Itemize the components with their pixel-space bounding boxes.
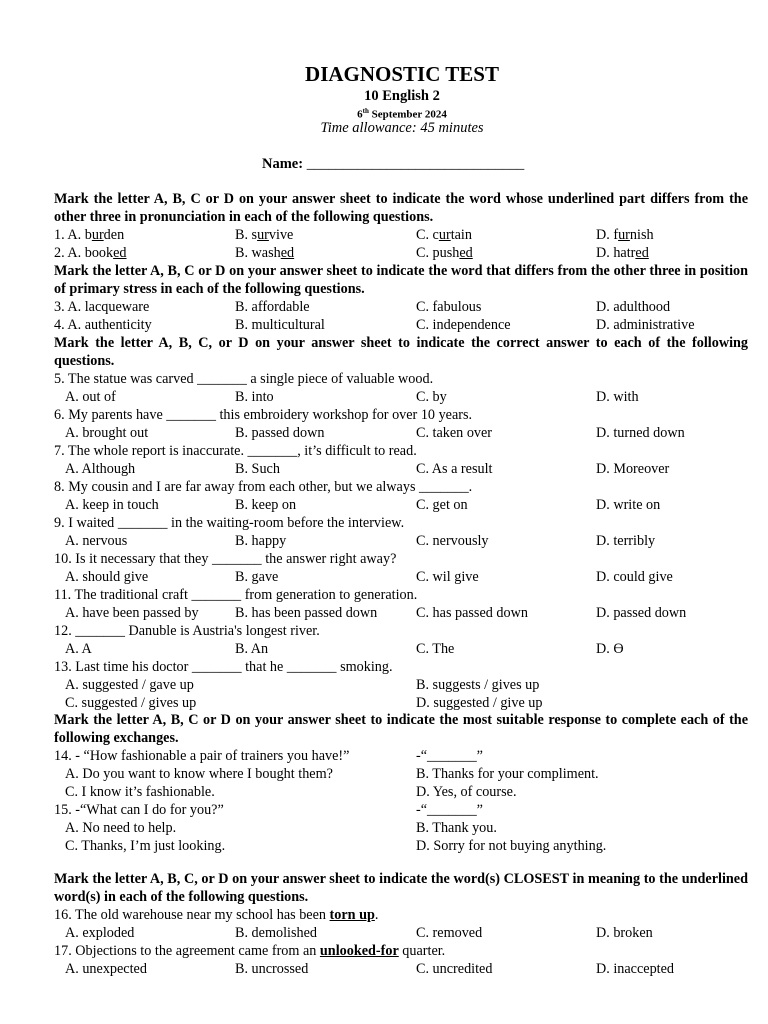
section-instruction: Mark the letter A, B, C, or D on your answer sheet to indicate the correct answer to each of the following questions. xyxy=(54,335,748,369)
question-11-options: A. have been passed by B. has been passed down C. has passed down D. passed down xyxy=(65,605,687,621)
question-10-options: A. should give B. gave C. wil give D. could give xyxy=(65,569,673,585)
section-closest-meaning xyxy=(54,870,748,978)
question-7-options: A. Although B. Such C. As a result D. Moreover xyxy=(65,461,670,477)
section-stress xyxy=(54,262,748,334)
question-14-options-ab: A. Do you want to know where I bought them? B. Thanks for your compliment. xyxy=(65,766,599,782)
question-16-stem: 16. The old warehouse near my school has been torn up. xyxy=(54,907,379,923)
question-10-stem: 10. Is it necessary that they _______ the answer right away? xyxy=(54,551,397,567)
question-11-stem: 11. The traditional craft _______ from generation to generation. xyxy=(54,587,418,603)
section-exchanges xyxy=(54,711,748,855)
question-9-stem: 9. I waited _______ in the waiting-room before the interview. xyxy=(54,515,405,531)
question-15-options-cd: C. Thanks, I’m just looking. D. Sorry for not buying anything. xyxy=(65,838,607,854)
question-7-stem: 7. The whole report is inaccurate. _______, it’s difficult to read. xyxy=(54,443,417,459)
question-13-stem: 13. Last time his doctor _______ that he _______ smoking. xyxy=(54,659,393,675)
section-pronunciation xyxy=(54,190,748,262)
question-3: 3. A. lacqueware B. affordable C. fabulous D. adulthood xyxy=(54,299,671,315)
question-15-stem: 15. -“What can I do for you?” -“_______” xyxy=(54,802,483,818)
question-9-options: A. nervous B. happy C. nervously D. terribly xyxy=(65,533,656,549)
question-14-options-cd: C. I know it’s fashionable. D. Yes, of course. xyxy=(65,784,517,800)
question-2: 2. A. booked B. washed C. pushed D. hatred xyxy=(54,245,649,261)
question-15-options-ab: A. No need to help. B. Thank you. xyxy=(65,820,497,836)
question-6-stem: 6. My parents have _______ this embroidery workshop for over 10 years. xyxy=(54,407,473,423)
question-12-stem: 12. _______ Danuble is Austria's longest river. xyxy=(54,623,320,639)
section-instruction: Mark the letter A, B, C or D on your answer sheet to indicate the most suitable response to complete each of the following exchanges. xyxy=(54,712,748,746)
question-13-options-cd: C. suggested / gives up D. suggested / give up xyxy=(65,695,543,711)
time-allowance: Time allowance: 45 minutes xyxy=(320,120,484,136)
question-6-options: A. brought out B. passed down C. taken over D. turned down xyxy=(65,425,685,441)
doc-title: DIAGNOSTIC TEST xyxy=(305,62,499,86)
section-instruction: Mark the letter A, B, C, or D on your answer sheet to indicate the word(s) CLOSEST in meaning to the underlined word(s) in each of the following questions. xyxy=(54,871,748,905)
name-line: Name: ______________________________ xyxy=(262,156,525,172)
question-14-stem: 14. - “How fashionable a pair of trainers you have!” -“_______” xyxy=(54,748,483,764)
question-5-options: A. out of B. into C. by D. with xyxy=(65,389,639,405)
question-5-stem: 5. The statue was carved _______ a single piece of valuable wood. xyxy=(54,371,434,387)
section-instruction: Mark the letter A, B, C or D on your answer sheet to indicate the word whose underlined part differs from the other three in pronunciation in each of the following questions. xyxy=(54,191,748,225)
question-12-options: A. A B. An C. The D. Ө xyxy=(65,641,624,657)
question-13-options-ab: A. suggested / gave up B. suggests / gives up xyxy=(65,677,540,693)
question-16-options: A. exploded B. demolished C. removed D. broken xyxy=(65,925,653,941)
question-8-stem: 8. My cousin and I are far away from each other, but we always _______. xyxy=(54,479,473,495)
question-17-stem: 17. Objections to the agreement came from an unlooked-for quarter. xyxy=(54,943,446,959)
question-4: 4. A. authenticity B. multicultural C. independence D. administrative xyxy=(54,317,695,333)
section-grammar xyxy=(54,334,748,712)
date-label: 6th September 2024 xyxy=(357,107,447,121)
question-17-options: A. unexpected B. uncrossed C. uncredited D. inaccepted xyxy=(65,961,674,977)
question-8-options: A. keep in touch B. keep on C. get on D. write on xyxy=(65,497,661,513)
section-instruction: Mark the letter A, B, C or D on your answer sheet to indicate the word that differs from the other three in position of primary stress in each of the following questions. xyxy=(54,263,748,297)
class-label: 10 English 2 xyxy=(364,88,440,104)
question-1: 1. A. burden B. survive C. curtain D. furnish xyxy=(54,227,654,243)
